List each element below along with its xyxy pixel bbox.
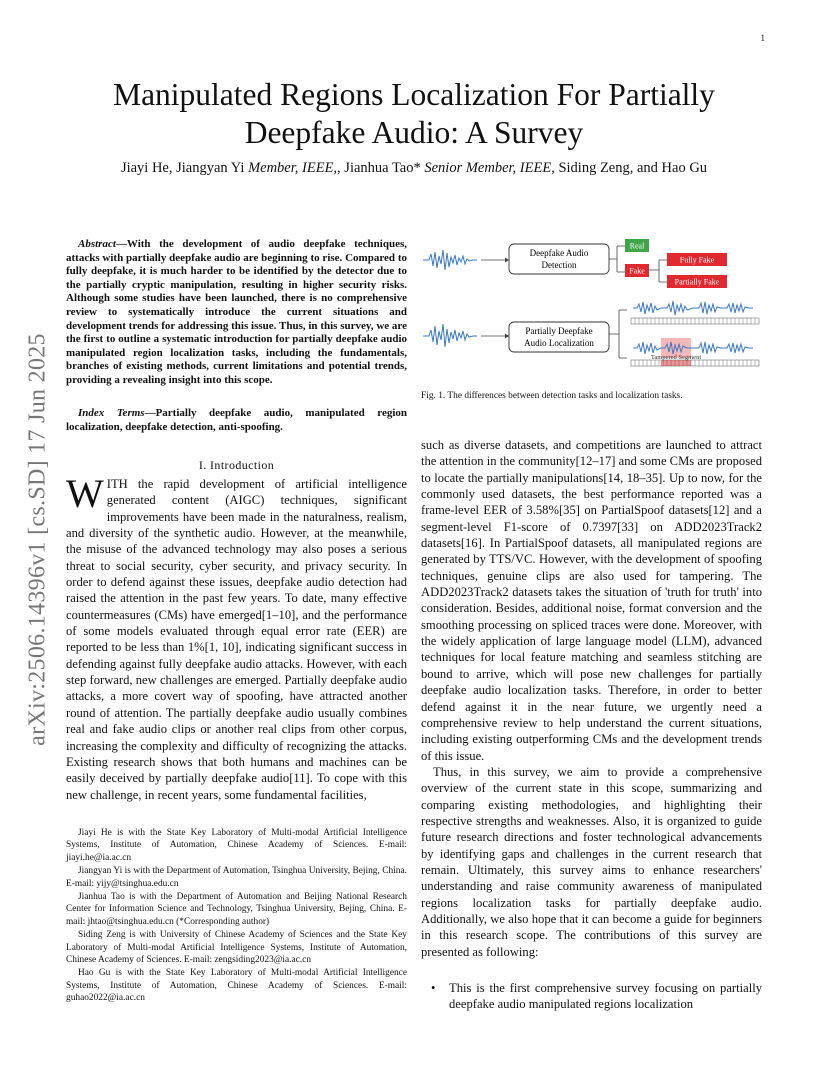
fake-branch — [649, 260, 667, 282]
localization-wave-1 — [633, 301, 753, 315]
dropcap: W — [66, 471, 104, 516]
authors-affil-1: Member, IEEE, — [248, 160, 338, 176]
paper-title: Manipulated Regions Localization For Partially Deepfake Audio: A Survey — [113, 77, 715, 150]
partially-fake-label: Partially Fake — [674, 277, 720, 287]
right-paragraph-1: such as diverse datasets, and competitions are launched to attract the attention in the community[12–17] and some CMs are proposed to locate the partially manipulations[14, 18–35]. Up to now, for the commonly used datasets, the best performance reported was a frame-level EER of 3.58%[35] on PartialSpoof datasets[12] and a segment-level F1-score of 0.7397[33] on ADD2023Track2 datasets[16]. In PartialSpoof datasets, all manipulated regions are generated by TTS/VC. However, with the development of spoofing techniques, genuine clips are also used for tampering. The ADD2023Track2 datasets takes the situation of 'truth for truth' into consideration. Besides, additional noise, format conversion and the smoothing processing on spliced traces were done. Moreover, with the widely application of large language model (LLM), advanced techniques for local feature matching and seamless stitching are bound to arrive, which will pose new challenges for partially deepfake audio localization tasks. Therefore, in order to better defend against it in the near future, we urgently need a comprehensive review to help understand the current situations, including existing outperforming CMs and the development trends of this issue. — [421, 438, 763, 763]
waveform-top — [423, 250, 477, 270]
abstract-label: Abstract — [78, 238, 116, 250]
index-terms-label: Index Terms — [78, 407, 145, 419]
detection-label-1: Deepfake Audio — [529, 248, 589, 258]
figure-1 — [421, 234, 762, 374]
footnote: Jiayi He is with the State Key Laboratory of Multi-modal Artificial Intelligence Systems, Institute of Automation, Chinese Academy of Sciences. E-mail: jiayi.he@ia.ac.cn — [66, 828, 407, 863]
footnote: Hao Gu is with the State Key Laboratory of Multi-modal Artificial Intelligence Systems, Institute of Automation, Chinese Academy of Sciences. E-mail: guhao2022@ia.ac.cn — [66, 968, 407, 1004]
figure-caption: Fig. 1. The differences between detection tasks and localization tasks. — [421, 391, 683, 401]
authors-part-2: , Jianhua Tao* — [337, 160, 425, 176]
authors-part-1: Jiayi He, Jiangyan Yi — [120, 160, 249, 176]
index-terms — [66, 407, 407, 434]
detection-label-2: Detection — [541, 260, 577, 270]
tampered-segment-label: Tampered Segment — [650, 354, 702, 361]
arxiv-watermark: arXiv:2506.14396v1 [cs.SD] 17 Jun 2025 — [24, 333, 51, 746]
contribution-bullet — [433, 980, 762, 1013]
index-terms-text: —Partially deepfake audio, manipulated region localization, deepfake detection, anti-spoofing. — [66, 407, 407, 433]
author-list — [60, 160, 768, 177]
authors-affil-2: Senior Member, IEEE — [424, 160, 552, 176]
waveform-bottom — [423, 324, 477, 347]
arrow-head — [505, 334, 509, 339]
arrow-head — [505, 258, 509, 263]
localization-label-1: Partially Deepfake — [525, 326, 593, 336]
footnotes — [66, 827, 407, 1006]
right-paragraph-2: Thus, in this survey, we aim to provide a comprehensive overview of the current state in this scope, summarizing and comparing existing methodologies, and highlighting their respective strengths and weaknesses. Also, it is organized to guide future research directions and foster technological advancements by identifying gaps and challenges in the current research that remain. Ultimately, this survey aims to enhance researchers' understanding and raise community awareness of manipulated regions localization tasks for partially deepfake audio. Additionally, we also hope that it can become a guide for beginners in this research scope. The contributions of this survey are presented as following: — [421, 764, 762, 959]
bullet-text: This is the first comprehensive survey focusing on partially deepfake audio manipulated regions localization — [449, 981, 762, 1012]
page-number: 1 — [760, 33, 765, 43]
authors-part-3: , Siding Zeng, and Hao Gu — [551, 160, 708, 176]
localization-wave-2 — [633, 342, 753, 354]
footnote: Jiangyan Yi is with the Department of Automation, Tsinghua University, Bejing, China. E-mail: yijy@tsinghua.edu.cn — [66, 866, 407, 889]
intro-text: ITH the rapid development of artificial intelligence generated content (AIGC) techniques, significant improvements have been made in the naturalness, realism, and diversity of the synthetic audio. However, at the meanwhile, the misuse of the advanced technology may also poses a serious threat to social security, cyber security, and privacy security. In order to defend against these issues, deepfake audio detection had raised the attention in the past few years. To date, many effective countermeasures (CMs) have emerged[1–10], and the performance of some models evaluated through equal error rate (EER) are reported to be less than 1%[1, 10], indicating significant success in defending against fully deepfake audio attacks. However, with each step forward, new challenges are emerged. Partially deepfake audio attacks, a more covert way of spoofing, have attracted another round of attention. The partially deepfake audio usually combines real and fake audio clips or another real clips from other corpus, increasing the complexity and difficulty of recognizing the attacks. Existing research shows that both humans and machines can be easily deceived by partially deepfake audio[11]. To cope with this new challenge, in recent years, some fundamental facilities, — [66, 477, 407, 802]
localization-branch — [609, 310, 627, 358]
abstract-text: —With the development of audio deepfake techniques, attacks with partially deepfake audio are beginning to rise. Compared to fully deepfake, it is much harder to be identified by the detector due to the partially cryptic manipulation, resulting in higher security risks. Although some studies have been launched, there is no comprehensive review to systematically introduce the current situations and development trends for addressing this issue. Thus, in this survey, we are the first to outline a systematic introduction for partially deepfake audio manipulated region localization tasks, including the fundamentals, branches of existing methods, current limitations and potential trends, providing a revealing insight into this scope. — [66, 238, 407, 386]
footnote: Jianhua Tao is with the Department of Automation and Beijing National Research Center for Information Science and Technology, Tsinghua University, Bejing, China. E-mail: jhtao@tsinghua.edu.cn (*Corresponding author) — [66, 892, 407, 927]
right-column — [421, 437, 762, 960]
real-label: Real — [629, 241, 645, 251]
abstract — [66, 238, 407, 388]
bullet-dot: • — [431, 981, 436, 995]
frame-ticks-1 — [635, 318, 755, 324]
fake-label: Fake — [629, 266, 645, 276]
detection-branch — [609, 246, 625, 272]
intro-paragraph — [66, 471, 407, 803]
footnote: Siding Zeng is with University of Chinese Academy of Sciences and the State Key Laboratory of Multi-modal Artificial Intelligence Systems, Institute of Automation, Chinese Academy of Sciences. E-mail: zengsiding2023@ia.ac.cn — [66, 930, 407, 966]
localization-label-2: Audio Localization — [524, 338, 594, 348]
fully-fake-label: Fully Fake — [679, 255, 715, 265]
section-heading: I. Introduction — [198, 458, 275, 472]
